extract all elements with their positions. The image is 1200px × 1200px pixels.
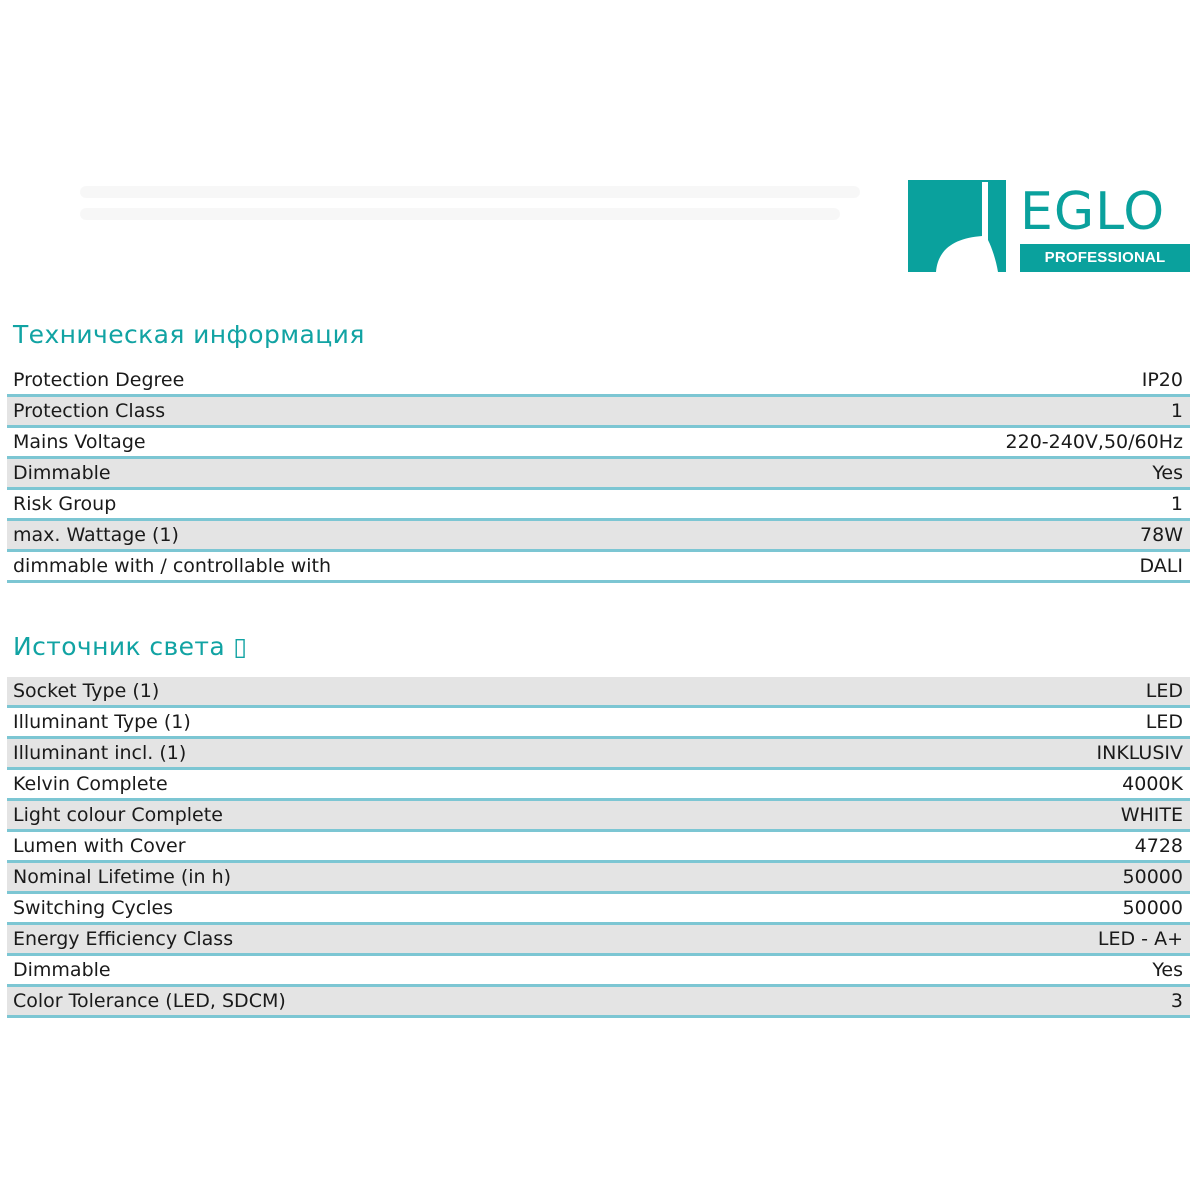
spec-label: Switching Cycles	[13, 897, 174, 919]
spec-row	[7, 428, 1190, 459]
spec-label: Lumen with Cover	[13, 835, 186, 857]
spec-value: LED	[1145, 711, 1183, 733]
spec-row	[7, 677, 1190, 708]
spec-value: Yes	[1152, 462, 1183, 484]
spec-label: Illuminant Type (1)	[13, 711, 191, 733]
spec-value: LED	[1145, 680, 1183, 702]
spec-value: 4728	[1134, 835, 1183, 857]
spec-label: Protection Class	[13, 400, 166, 422]
spec-row	[7, 708, 1190, 739]
spec-label: Nominal Lifetime (in h)	[13, 866, 232, 888]
spec-label: Color Tolerance (LED, SDCM)	[13, 990, 286, 1012]
spec-label: Illuminant incl. (1)	[13, 742, 187, 764]
spec-value: 1	[1170, 400, 1183, 422]
light-source-table	[7, 677, 1190, 1018]
spec-value: Yes	[1152, 959, 1183, 981]
brand-name: EGLO	[1020, 182, 1166, 242]
spec-value: DALI	[1139, 555, 1183, 577]
eglo-logo	[908, 178, 1190, 294]
spec-row	[7, 397, 1190, 428]
spec-row	[7, 770, 1190, 801]
spec-label: Risk Group	[13, 493, 117, 515]
spec-value: 1	[1170, 493, 1183, 515]
brand-tagline: PROFESSIONAL LIGHT	[1020, 244, 1190, 272]
technical-info-table	[7, 366, 1190, 583]
spec-value: IP20	[1141, 369, 1183, 391]
spec-label: Mains Voltage	[13, 431, 146, 453]
spec-row	[7, 552, 1190, 583]
spec-value: 220-240V,50/60Hz	[1005, 431, 1183, 453]
spec-row	[7, 987, 1190, 1018]
spec-label: Protection Degree	[13, 369, 185, 391]
spec-label: Kelvin Complete	[13, 773, 168, 795]
spec-value: INKLUSIV	[1096, 742, 1183, 764]
spec-row	[7, 459, 1190, 490]
spec-row	[7, 801, 1190, 832]
spec-row	[7, 925, 1190, 956]
spec-value: 50000	[1122, 866, 1183, 888]
spec-value: LED - A+	[1097, 928, 1183, 950]
faded-header-text	[80, 186, 880, 244]
spec-row	[7, 894, 1190, 925]
spec-value: 78W	[1140, 524, 1183, 546]
spec-label: Energy Efficiency Class	[13, 928, 234, 950]
spec-label: dimmable with / controllable with	[13, 555, 332, 577]
spec-label: Dimmable	[13, 462, 111, 484]
light-source-title: Источник света ▯	[13, 632, 248, 661]
spec-row	[7, 521, 1190, 552]
spec-label: Light colour Complete	[13, 804, 223, 826]
spec-label: Socket Type (1)	[13, 680, 160, 702]
spec-label: Dimmable	[13, 959, 111, 981]
spec-value: 3	[1170, 990, 1183, 1012]
spec-row	[7, 863, 1190, 894]
spec-row	[7, 366, 1190, 397]
technical-info-title: Техническая информация	[13, 320, 365, 349]
spec-row	[7, 832, 1190, 863]
spec-value: WHITE	[1120, 804, 1183, 826]
spec-label: max. Wattage (1)	[13, 524, 179, 546]
spec-value: 4000K	[1122, 773, 1183, 795]
spec-value: 50000	[1122, 897, 1183, 919]
lamp-logo-icon	[908, 178, 1008, 274]
spec-row	[7, 739, 1190, 770]
spec-row	[7, 956, 1190, 987]
spec-row	[7, 490, 1190, 521]
